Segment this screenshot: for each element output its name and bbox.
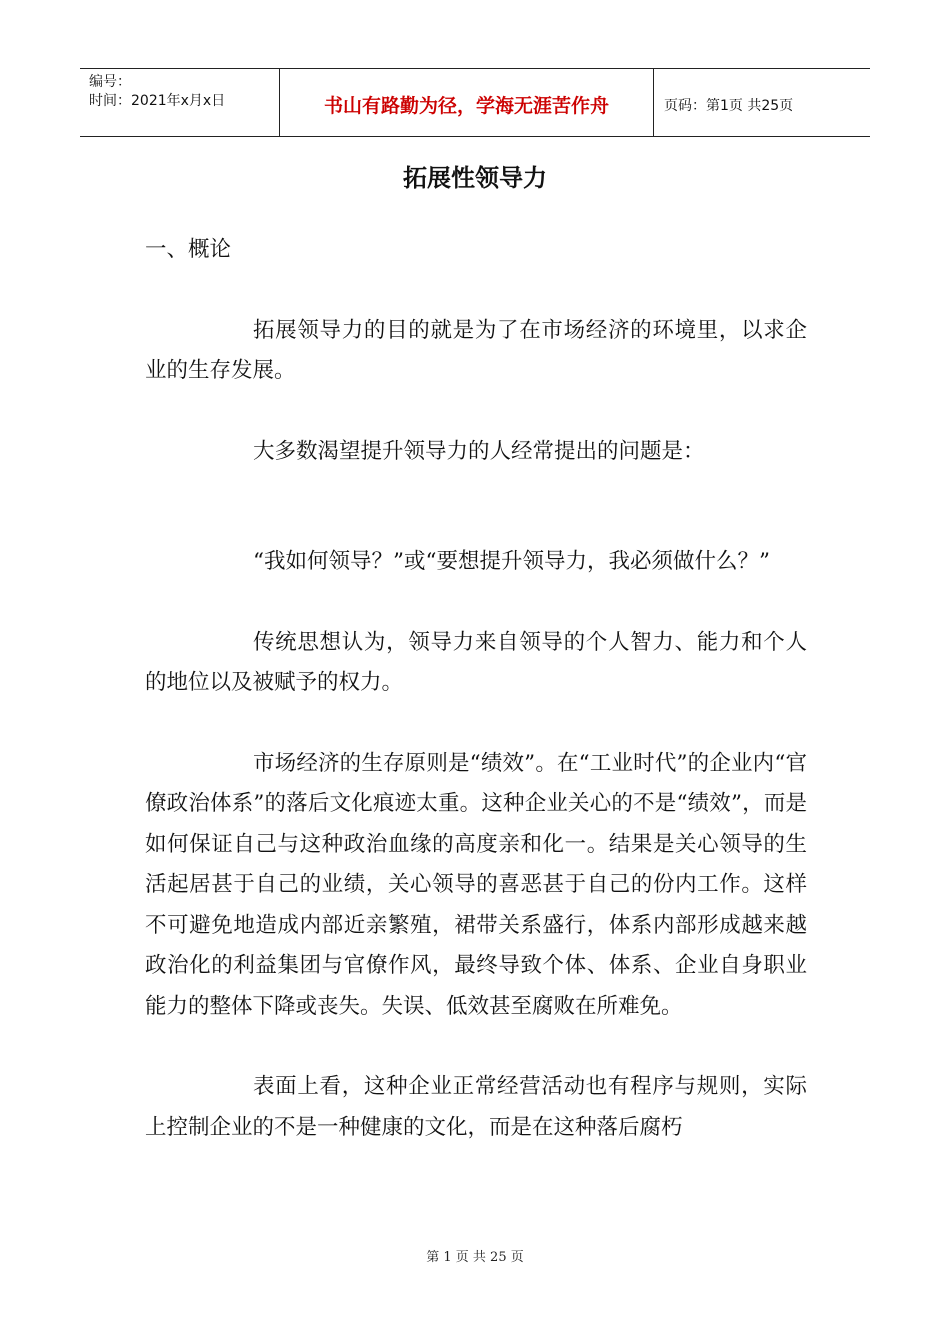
document-title: 拓展性领导力 bbox=[403, 164, 547, 192]
paragraph-purpose: 拓展领导力的目的就是为了在市场经济的环境里，以求企业的生存发展。 bbox=[145, 317, 807, 383]
blank-line bbox=[145, 512, 807, 542]
header-info-cell bbox=[80, 69, 280, 136]
paragraph-traditional-view: 传统思想认为，领导力来自领导的个人智力、能力和个人的地位以及被赋予的权力。 bbox=[145, 629, 807, 695]
header-motto: 书山有路勤为径，学海无涯苦作舟 bbox=[280, 69, 654, 136]
header-page-label: 页码：第1页 共25页 bbox=[664, 97, 794, 114]
page-footer: 第 1 页 共 25 页 bbox=[426, 1250, 524, 1265]
document-number-label: 编号： bbox=[89, 74, 131, 90]
document-header bbox=[80, 68, 870, 137]
section-heading: 一、概论 bbox=[145, 237, 232, 262]
document-body bbox=[145, 230, 807, 1188]
document-time-label: 时间：2021年x月x日 bbox=[89, 93, 226, 109]
paragraph-question-intro: 大多数渴望提升领导力的人经常提出的问题是： bbox=[253, 438, 705, 464]
paragraph-market-principle: 市场经济的生存原则是“绩效”。在“工业时代”的企业内“官僚政治体系”的落后文化痕迹太重。这种企业关心的不是“绩效”，而是如何保证自己与这种政治血缘的高度亲和化一。结果是关心领导的生活起居甚于自己的业绩，关心领导的喜恶甚于自己的份内工作。这样不可避免地造成内部近亲繁殖，裙带关系盛行，体系内部形成越来越政治化的利益集团与官僚作风，最终导致个体、体系、企业自身职业能力的整体下降或丧失。失误、低效甚至腐败在所难免。 bbox=[145, 750, 807, 1019]
paragraph-surface-view: 表面上看，这种企业正常经营活动也有程序与规则，实际上控制企业的不是一种健康的文化，而是在这种落后腐朽 bbox=[145, 1074, 807, 1140]
paragraph-questions: “我如何领导？”或“要想提升领导力，我必须做什么？” bbox=[253, 549, 770, 574]
